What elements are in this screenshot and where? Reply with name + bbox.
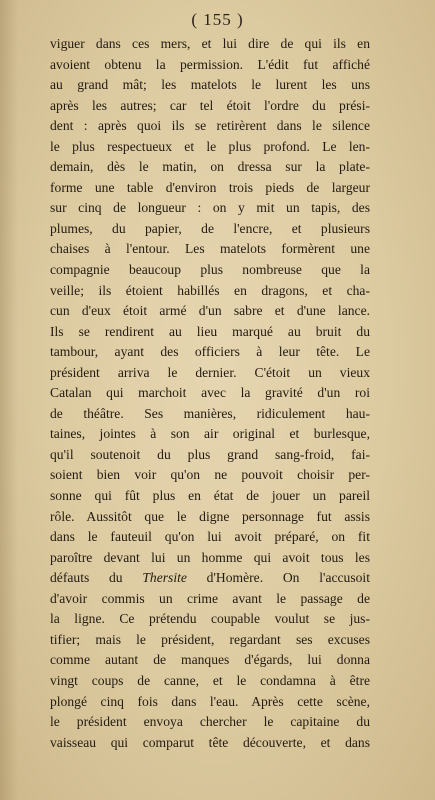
text-line: après les autres; car tel étoit l'ordre du prési- <box>50 97 370 113</box>
text-line: comme autant de manques d'égards, lui donna <box>50 652 370 668</box>
text-line: rôle. Aussitôt que le digne personnage fut assis <box>50 508 370 524</box>
body-text <box>50 34 370 753</box>
text-line: vingt coups de canne, et le condamna à être <box>50 672 370 688</box>
text-line: dent : après quoi ils se retirèrent dans le silence <box>50 118 370 134</box>
text-line: forme une table d'environ trois pieds de largeur <box>50 179 370 195</box>
text-line: d'avoir commis un crime avant le passage de <box>50 590 370 606</box>
text-line: sur cinq de longueur : on y mit un tapis, des <box>50 200 370 216</box>
text-line: la ligne. Ce prétendu coupable voulut se jus- <box>50 611 370 627</box>
text-segment: d'Homère. On l'accusoit <box>186 570 370 586</box>
text-line: Ils se rendirent au lieu marqué au bruit du <box>50 323 370 339</box>
page-number: ( 155 ) <box>191 10 244 29</box>
text-line: compagnie beaucoup plus nombreuse que la <box>50 262 370 278</box>
text-line: plumes, du papier, de l'encre, et plusieurs <box>50 220 370 236</box>
text-line <box>50 568 370 589</box>
text-line: dans le fauteuil qu'on lui avoit préparé, on fit <box>50 529 370 545</box>
text-line: vaisseau qui comparut tête découverte, et dans <box>50 734 370 750</box>
text-line: tambour, ayant des officiers à leur tête. Le <box>50 344 370 360</box>
text-line: demain, dès le matin, on dressa sur la plate- <box>50 159 370 175</box>
text-line: viguer dans ces mers, et lui dire de qui ils en <box>50 36 370 51</box>
text-line: le président envoya chercher le capitaine du <box>50 714 370 730</box>
text-line: paroître devant lui un homme qui avoit tous les <box>50 549 370 565</box>
text-line: qu'il soutenoit du plus grand sang-froid, fai- <box>50 446 370 462</box>
text-line: soient bien voir qu'on ne pouvoit choisir per- <box>50 467 370 483</box>
text-line: plongé cinq fois dans l'eau. Après cette scène, <box>50 693 370 709</box>
italic-name: Thersite <box>142 570 187 586</box>
text-line: le plus respectueux et le plus profond. Le len- <box>50 138 370 154</box>
text-line: Catalan qui marchoit avec la gravité d'un roi <box>50 385 370 401</box>
text-line: tifier; mais le président, regardant ses excuses <box>50 631 370 647</box>
text-line: au grand mât; les matelots le lurent les uns <box>50 77 370 93</box>
text-line: sonne qui fût plus en état de jouer un pareil <box>50 488 370 504</box>
text-line: veille; ils étoient habillés en dragons, et cha- <box>50 282 370 298</box>
text-line: taines, jointes à son air original et burlesque, <box>50 426 370 442</box>
text-line: de théâtre. Ses manières, ridiculement hau- <box>50 405 370 421</box>
text-line: chaises à l'entour. Les matelots formèrent une <box>50 241 370 257</box>
text-line: avoient obtenu la permission. L'édit fut affiché <box>50 56 370 72</box>
text-segment: défauts du <box>50 570 143 586</box>
text-line: président arriva le dernier. C'étoit un vieux <box>50 364 370 380</box>
text-line: cun d'eux étoit armé d'un sabre et d'une lance. <box>50 303 370 319</box>
